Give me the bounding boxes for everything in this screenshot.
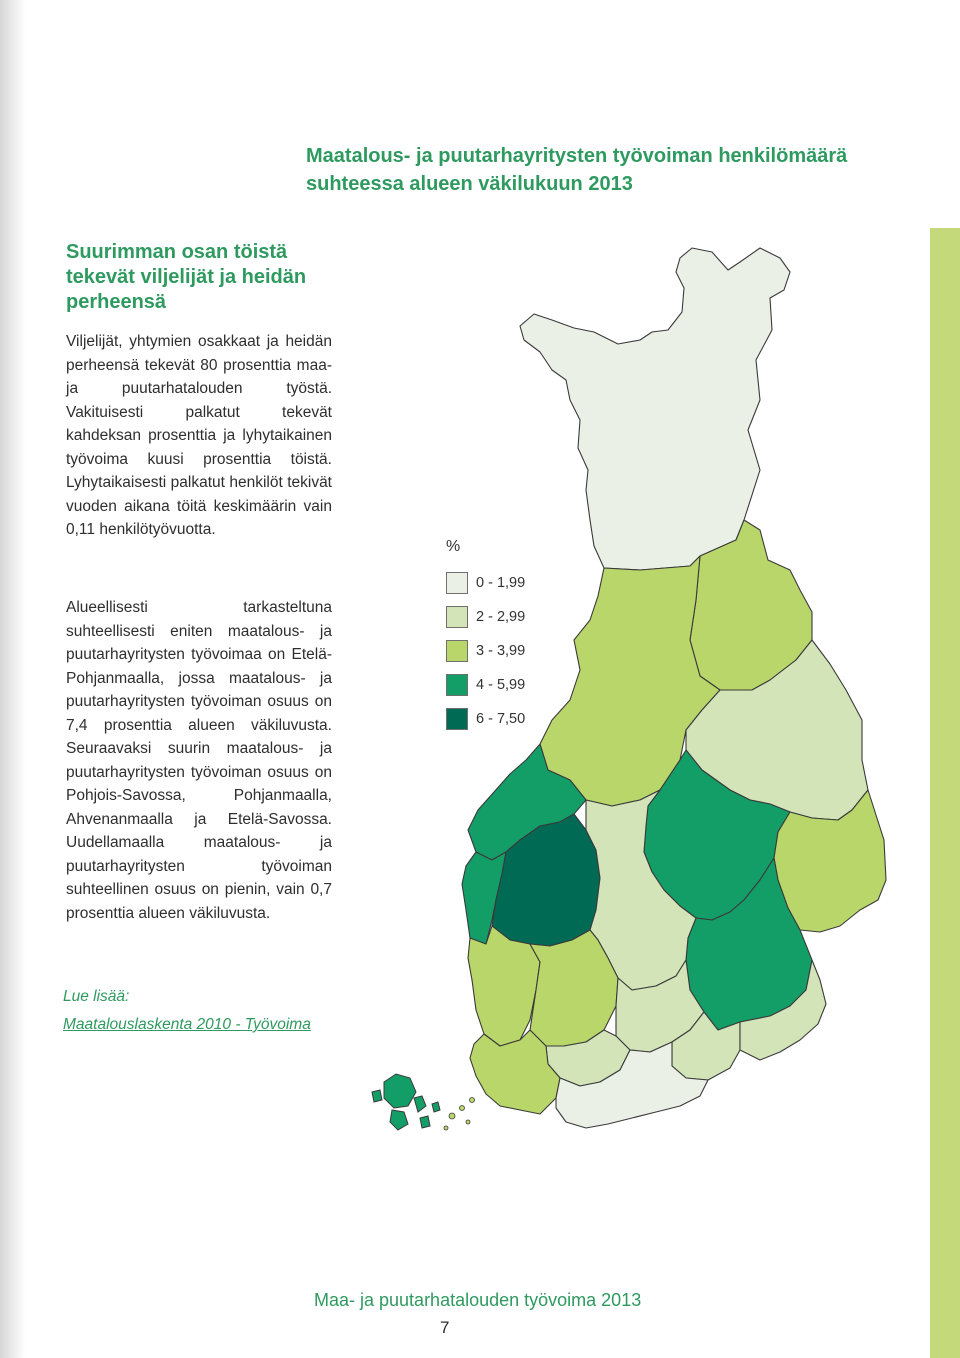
legend-swatch [446, 572, 468, 594]
paragraph-regional: Alueellisesti tarkasteltuna suhteellisesti eniten maatalous- ja puutarhayritysten työvoimaa on Etelä-Pohjanmaalla, jossa maatalous- ja puutarhayritysten työvoiman osuus on 7,4 prosenttia alueen väkiluvusta. Seuraavaksi suurin maatalous- ja puutarhayritysten työvoiman osuus on Pohjois-Savossa, Pohjanmaalla, Ahvenanmaalla ja Etelä-Savossa. Uudellamaalla maatalous- ja puutarhayritysten työvoiman suhteellinen osuus on pienin, vain 0,7 prosenttia alueen väkiluvusta. [66, 599, 332, 922]
legend-swatch [446, 640, 468, 662]
legend-item [446, 606, 566, 631]
region-satakunta [468, 926, 540, 1046]
legend-item [446, 640, 566, 665]
legend-title: % [446, 538, 461, 555]
legend-label: 4 - 5,99 [476, 677, 526, 693]
section-heading-line1: Suurimman osan töistä [66, 241, 288, 263]
read-more-label: Lue lisää: [63, 988, 130, 1005]
legend-item [446, 674, 566, 699]
paragraph-workforce-share: Viljelijät, yhtymien osakkaat ja heidän perheensä tekevät 80 prosenttia maa- ja puutarhatalouden työstä. Vakituisesti palkatut tekevät kahdeksan prosenttia ja lyhytaikainen työvoima kuusi prosenttia töistä. Lyhytaikaisesti palkatut henkilöt tekivät vuoden aikana töitä keskimäärin vain 0,11 henkilötyövuotta. [66, 333, 332, 538]
legend-swatch [446, 606, 468, 628]
legend-item [446, 572, 566, 597]
region-lappi [520, 248, 790, 570]
read-more-link[interactable]: Maatalouslaskenta 2010 - Työvoima [63, 1016, 311, 1033]
section-heading-line2: tekevät viljelijät ja heidän [66, 266, 307, 288]
legend-label: 2 - 2,99 [476, 609, 526, 625]
legend-label: 3 - 3,99 [476, 643, 526, 659]
legend-label: 0 - 1,99 [476, 575, 526, 591]
legend-swatch [446, 708, 468, 730]
section-heading-line3: perheensä [66, 291, 167, 313]
finland-regions-map [360, 230, 900, 1140]
region-ahvenanmaa [372, 1074, 440, 1130]
archipelago-islands [444, 1098, 475, 1131]
section-heading [66, 240, 336, 315]
map-title-line1: Maatalous- ja puutarhayritysten työvoiman henkilömäärä [306, 145, 848, 167]
legend-item [446, 708, 566, 733]
legend-label: 6 - 7,50 [476, 711, 526, 727]
map-title [306, 142, 926, 198]
decorative-side-stripe [930, 228, 960, 1358]
page-edge-shadow [0, 0, 26, 1358]
map-title-line2: suhteessa alueen väkilukuun 2013 [306, 173, 633, 195]
legend-swatch [446, 674, 468, 696]
page-number: 7 [440, 1318, 450, 1337]
footer-publication-title: Maa- ja puutarhatalouden työvoima 2013 [314, 1290, 642, 1310]
